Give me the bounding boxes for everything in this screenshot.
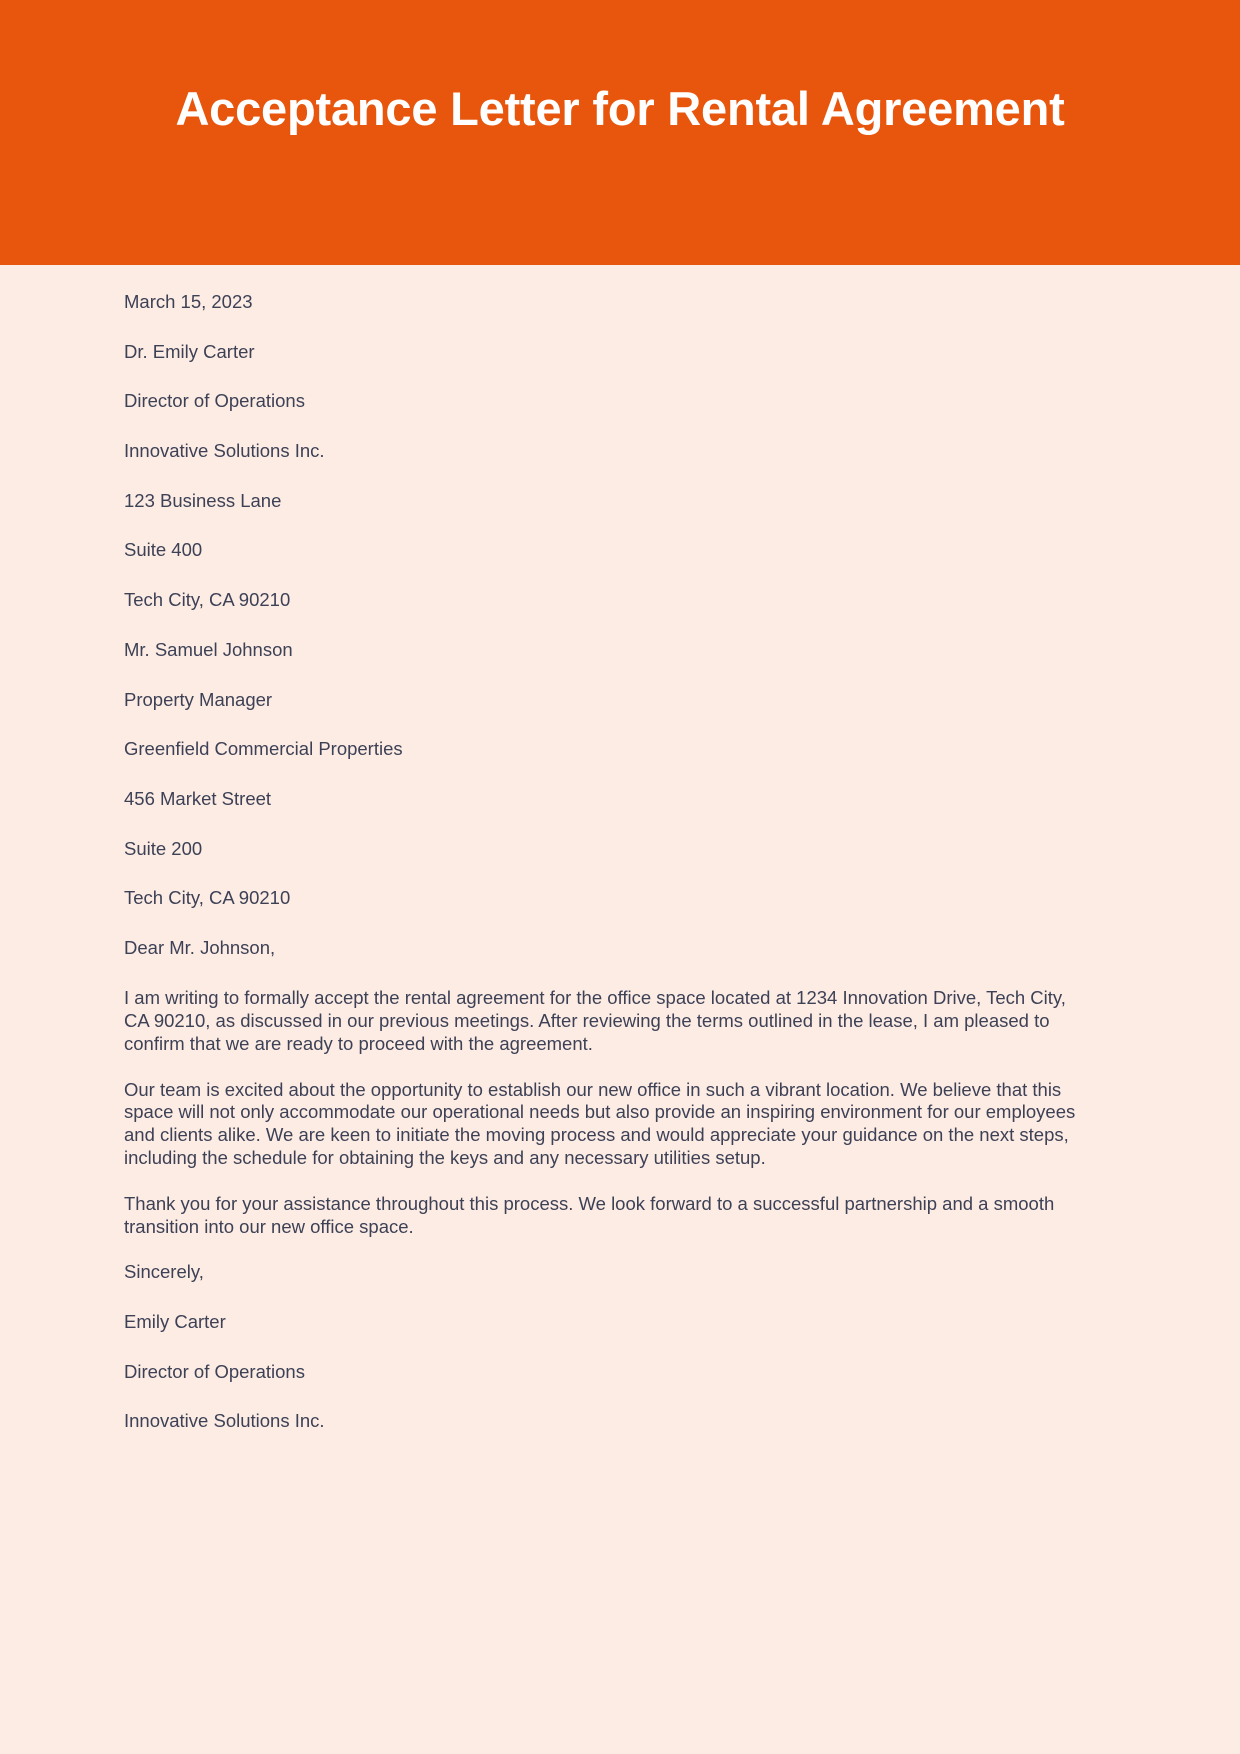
- sender-title: Director of Operations: [124, 390, 305, 412]
- letter-body: [0, 265, 1240, 1433]
- paragraph-2: Our team is excited about the opportunity to establish our new office in such a vibrant location. We believe that this space will not only accommodate our operational needs but also provide an inspiring environment for our employees and clients alike. We are keen to initiate the moving process and would appreciate your guidance on the next steps, including the schedule for obtaining the keys and any necessary utilities setup.: [124, 1078, 1076, 1168]
- date-block: [124, 265, 1116, 313]
- letter-date: March 15, 2023: [124, 291, 253, 312]
- closing-salutation: Sincerely,: [124, 1261, 204, 1283]
- recipient-title: Property Manager: [124, 688, 273, 710]
- sender-company: Innovative Solutions Inc.: [124, 440, 325, 462]
- signature-section: [124, 1261, 1116, 1432]
- sender-suite: Suite 400: [124, 539, 203, 561]
- recipient-city-state-zip: Tech City, CA 90210: [124, 887, 291, 909]
- recipient-company: Greenfield Commercial Properties: [124, 738, 403, 760]
- recipient-street: 456 Market Street: [124, 787, 272, 809]
- recipient-name: Mr. Samuel Johnson: [124, 638, 293, 660]
- signature-company: Innovative Solutions Inc.: [124, 1410, 325, 1432]
- paragraph-1: I am writing to formally accept the rental agreement for the office space located at 1234 Innovation Drive, Tech City, CA 90210, as discussed in our previous meetings. After reviewing the terms outlined in the lease, I am pleased to confirm that we are ready to proceed with the agreement.: [124, 987, 1066, 1054]
- sender-street: 123 Business Lane: [124, 489, 282, 511]
- recipient-address-block: [124, 639, 1116, 910]
- recipient-suite: Suite 200: [124, 837, 203, 859]
- letter-paragraphs: [124, 987, 1116, 1238]
- page-title: Acceptance Letter for Rental Agreement: [175, 82, 1065, 135]
- signature-name: Emily Carter: [124, 1310, 226, 1332]
- sender-address-block: [124, 341, 1116, 612]
- salutation: Dear Mr. Johnson,: [124, 936, 276, 958]
- signature-title: Director of Operations: [124, 1360, 305, 1382]
- sender-city-state-zip: Tech City, CA 90210: [124, 589, 291, 611]
- paragraph-3: Thank you for your assistance throughout this process. We look forward to a successful partnership and a smooth transition into our new office space.: [124, 1192, 1055, 1237]
- document-header-band: [0, 0, 1240, 265]
- sender-name: Dr. Emily Carter: [124, 340, 255, 362]
